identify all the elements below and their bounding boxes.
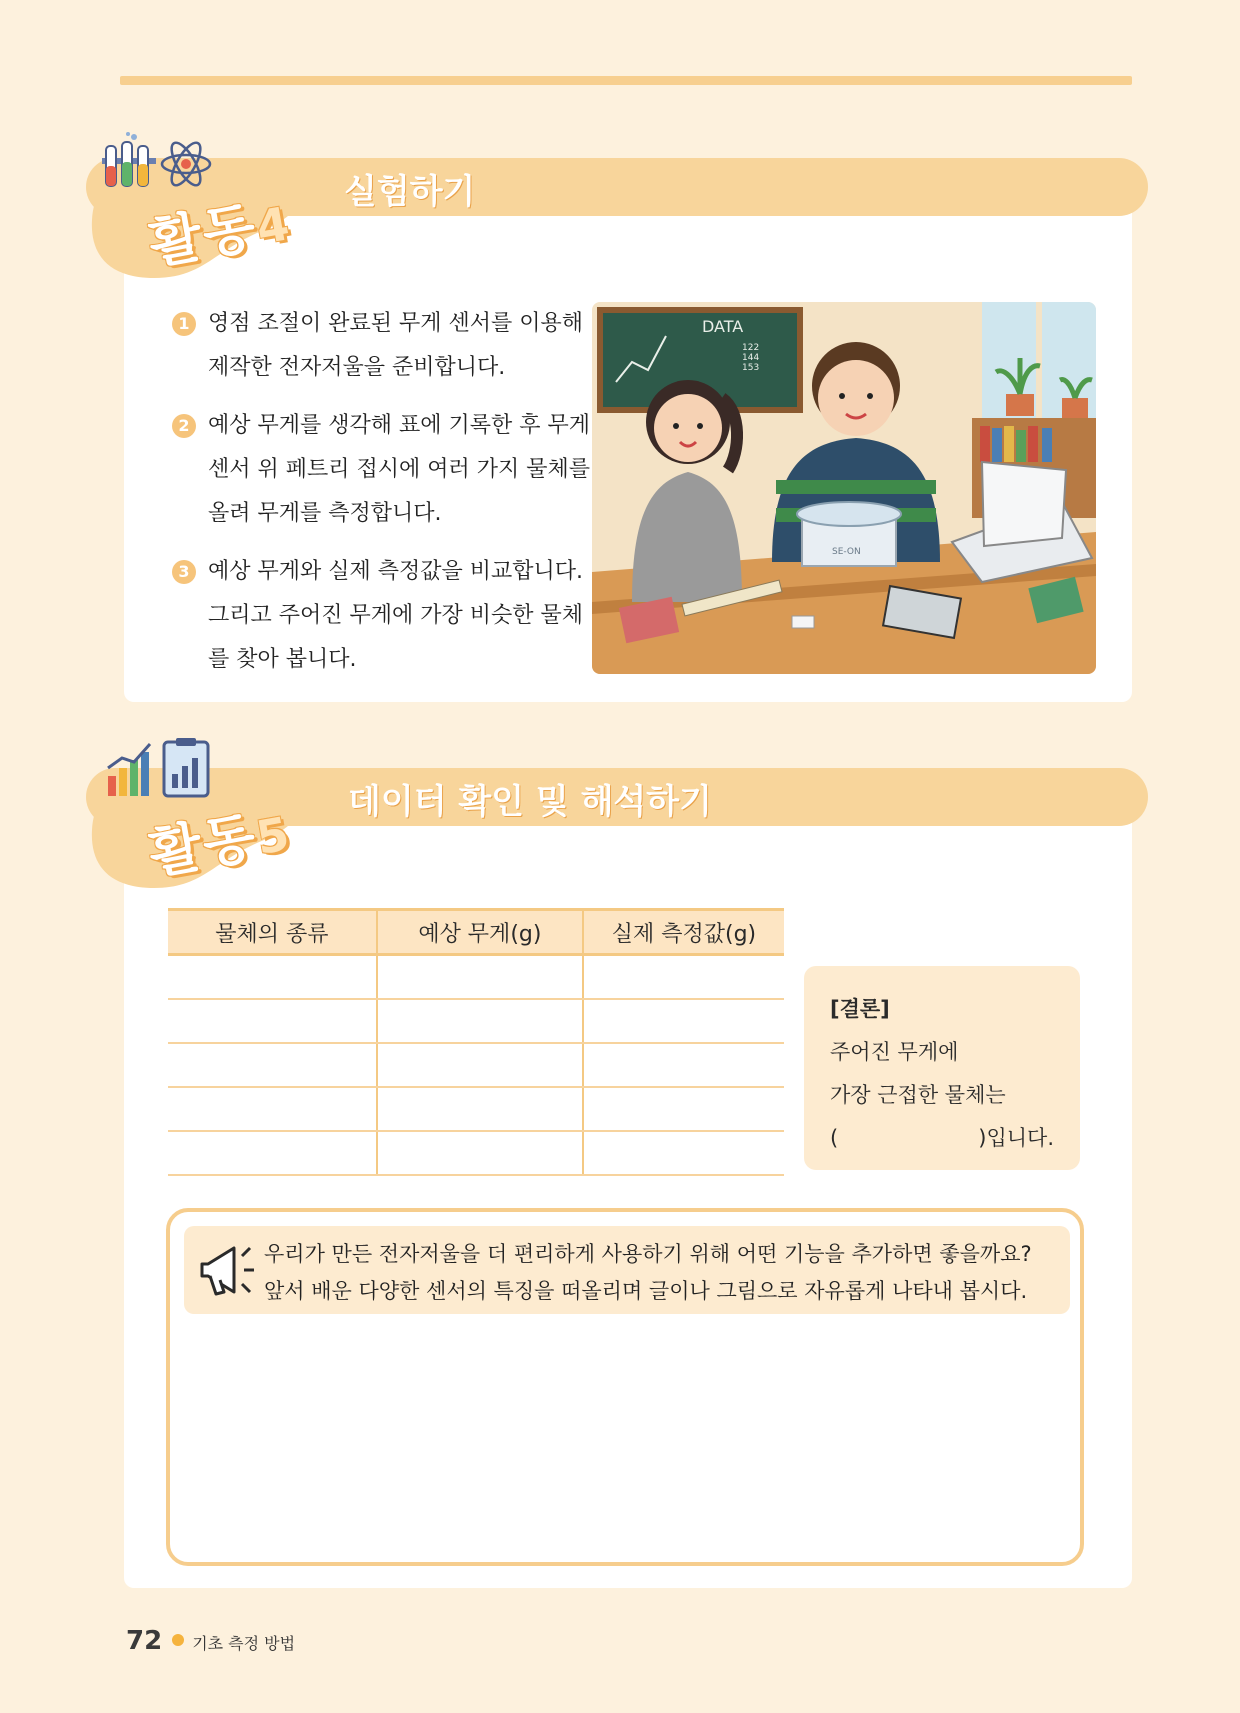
step-line: 제작한 전자저울을 준비합니다.: [208, 355, 506, 380]
board-number: 153: [742, 363, 760, 373]
megaphone-icon: [194, 1236, 258, 1302]
step-line: 예상 무게를 생각해 표에 기록한 후 무게: [208, 413, 590, 438]
table-row: [168, 1043, 784, 1087]
table-row: [168, 955, 784, 1000]
table-cell[interactable]: [583, 1087, 784, 1131]
top-divider: [120, 76, 1132, 85]
table-row: [168, 999, 784, 1043]
measurement-table: [168, 908, 784, 1176]
step-line: 그리고 주어진 무게에 가장 비슷한 물체: [208, 603, 583, 628]
table-cell[interactable]: [583, 955, 784, 1000]
board-number: 144: [742, 353, 760, 363]
conclusion-box: [804, 966, 1080, 1170]
table-cell[interactable]: [377, 1131, 583, 1175]
conclusion-title: [결론]: [830, 997, 890, 1021]
think-prompt-text: [264, 1236, 1032, 1310]
table-row: [168, 1131, 784, 1175]
chart-clipboard-icon: [104, 738, 214, 802]
footer-dot-icon: [172, 1634, 184, 1646]
table-header-cell: 실제 측정값(g): [583, 910, 784, 955]
table-cell[interactable]: [377, 999, 583, 1043]
step-number-badge: 1: [172, 312, 196, 336]
table-cell[interactable]: [168, 955, 377, 1000]
table-cell[interactable]: [168, 999, 377, 1043]
table-row: [168, 1087, 784, 1131]
step-item: [172, 550, 592, 682]
table-cell[interactable]: [377, 955, 583, 1000]
table-cell[interactable]: [377, 1087, 583, 1131]
students-experiment-illustration: [592, 302, 1096, 674]
think-answer-box[interactable]: [166, 1208, 1084, 1566]
conclusion-answer-blank[interactable]: [830, 1117, 1054, 1160]
activity4-steps: [172, 302, 592, 696]
conclusion-line: 가장 근접한 물체는: [830, 1083, 1006, 1107]
board-number: 122: [742, 343, 760, 353]
table-cell[interactable]: [377, 1043, 583, 1087]
table-cell[interactable]: [583, 999, 784, 1043]
blank-open: (: [830, 1126, 839, 1150]
table-header-cell: 예상 무게(g): [377, 910, 583, 955]
step-line: 예상 무게와 실제 측정값을 비교합니다.: [208, 559, 583, 584]
activity4-title: 실험하기: [344, 172, 476, 212]
step-line: 센서 위 페트리 접시에 여러 가지 물체를: [208, 457, 590, 482]
step-line: 영점 조절이 완료된 무게 센서를 이용해: [208, 311, 583, 336]
table-cell[interactable]: [168, 1131, 377, 1175]
table-cell[interactable]: [583, 1131, 784, 1175]
page-number: 72: [126, 1626, 163, 1656]
step-item: [172, 404, 592, 536]
activity4-label: 활동4: [144, 194, 296, 276]
activity5-label: 활동5: [144, 804, 296, 886]
table-header-row: [168, 910, 784, 955]
step-line: 올려 무게를 측정합니다.: [208, 501, 442, 526]
blank-close: )입니다.: [978, 1126, 1054, 1150]
table-header-cell: 물체의 종류: [168, 910, 377, 955]
table-cell[interactable]: [168, 1087, 377, 1131]
step-line: 를 찾아 봅니다.: [208, 647, 357, 672]
activity5-title: 데이터 확인 및 해석하기: [348, 782, 712, 822]
lab-flask-atom-icon: [98, 132, 218, 198]
think-line: 앞서 배운 다양한 센서의 특징을 떠올리며 글이나 그림으로 자유롭게 나타내 봅시다.: [264, 1279, 1028, 1303]
think-line: 우리가 만든 전자저울을 더 편리하게 사용하기 위해 어떤 기능을 추가하면 좋을까요?: [264, 1242, 1032, 1266]
device-label: SE-ON: [832, 547, 861, 557]
step-number-badge: 3: [172, 560, 196, 584]
board-title: DATA: [702, 317, 744, 336]
think-prompt: [184, 1226, 1070, 1314]
table-cell[interactable]: [168, 1043, 377, 1087]
conclusion-line: 주어진 무게에: [830, 1040, 959, 1064]
footer-section: 기초 측정 방법: [192, 1634, 296, 1653]
step-item: [172, 302, 592, 390]
page-footer: [126, 1626, 295, 1656]
table-cell[interactable]: [583, 1043, 784, 1087]
step-number-badge: 2: [172, 414, 196, 438]
